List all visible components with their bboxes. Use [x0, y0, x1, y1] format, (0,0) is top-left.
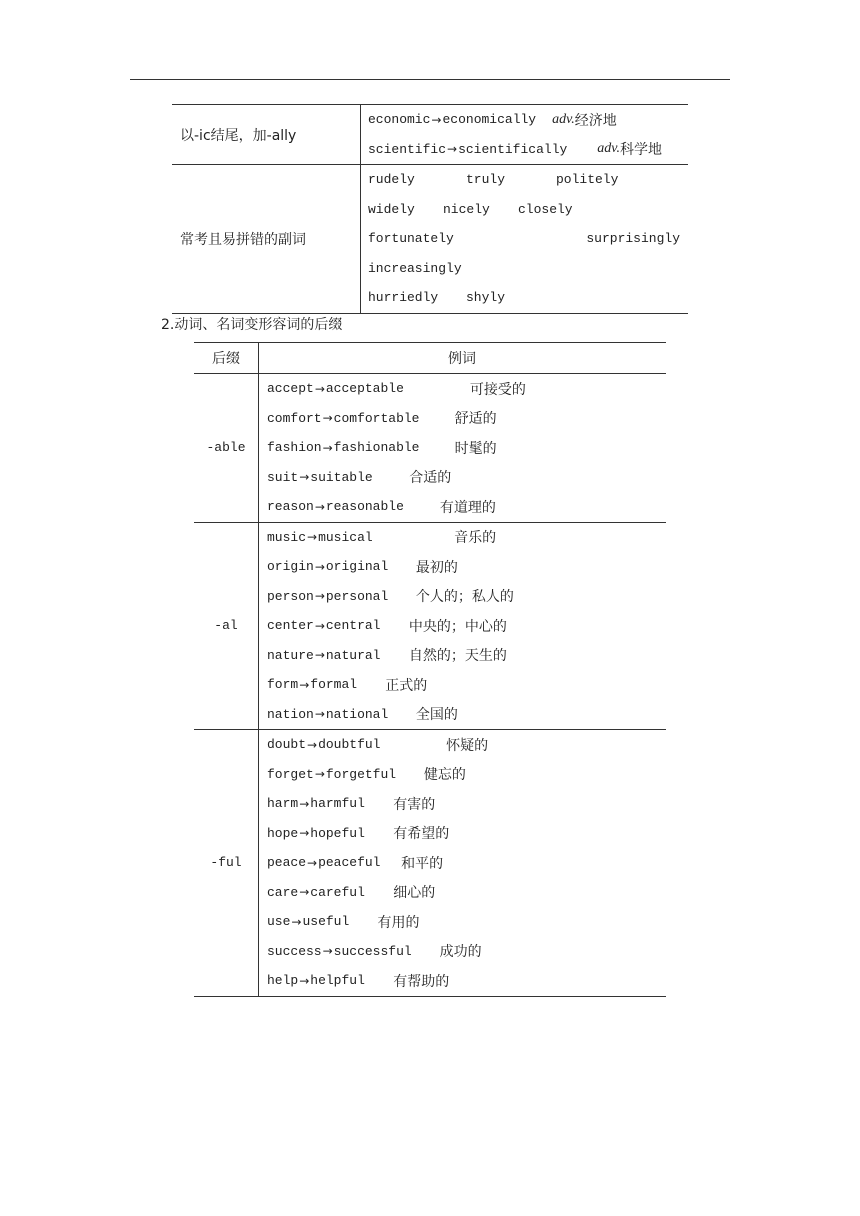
word-meaning: 中央的；中心的	[408, 618, 507, 635]
word-meaning: 舒适的	[454, 411, 497, 428]
arrow-icon: →	[322, 944, 333, 959]
word-derived: personal	[325, 588, 389, 604]
arrow-icon: →	[314, 767, 325, 782]
list-item	[267, 907, 666, 937]
word-base: help	[267, 973, 299, 989]
word-base: accept	[267, 381, 314, 397]
word-derived: formal	[310, 677, 358, 693]
word-meaning: 最初的	[415, 559, 458, 576]
arrow-icon: →	[314, 618, 325, 633]
word-derived: helpful	[310, 973, 365, 989]
word-base: music	[267, 529, 307, 545]
word-derived: comfortable	[333, 410, 420, 426]
word-meaning: 全国的	[415, 707, 458, 724]
arrow-icon: →	[299, 885, 310, 900]
adverb-word: rudely	[368, 172, 415, 188]
arrow-icon: →	[322, 411, 333, 426]
word-meaning: 怀疑的	[446, 737, 489, 754]
adverb-word: increasingly	[368, 260, 462, 276]
arrow-icon: →	[299, 677, 310, 692]
adverb-word: nicely	[443, 201, 490, 217]
list-item	[267, 789, 666, 819]
list-item	[267, 878, 666, 908]
word-meaning: 细心的	[393, 885, 436, 902]
word-base: reason	[267, 499, 314, 515]
adverb-word: closely	[518, 201, 573, 217]
list-item	[267, 641, 666, 671]
suffix-table	[194, 342, 666, 997]
list-item	[267, 433, 666, 463]
table-row-common-adverbs	[172, 164, 688, 314]
arrow-icon: →	[314, 707, 325, 722]
table-header	[194, 342, 666, 374]
header-examples: 例词	[448, 351, 476, 367]
word-derived: central	[325, 618, 381, 634]
row-label: 常考且易拼错的副词	[180, 232, 306, 248]
adverb-word: politely	[556, 172, 619, 188]
word-base: care	[267, 884, 299, 900]
example-line	[368, 105, 688, 135]
word-meaning: 有帮助的	[393, 973, 450, 990]
word-derived: musical	[318, 529, 373, 545]
list-item	[267, 552, 666, 582]
list-item	[267, 700, 666, 730]
arrow-icon: →	[307, 737, 318, 752]
word-base: origin	[267, 559, 314, 575]
arrow-icon: →	[322, 440, 333, 455]
suffix-label: -al	[214, 618, 238, 634]
word-base: use	[267, 914, 291, 930]
list-item	[267, 374, 666, 404]
adverb-word: hurriedly	[368, 290, 439, 306]
word-derived: scientifically	[458, 141, 568, 157]
word-meaning: 时髦的	[454, 440, 497, 457]
arrow-icon: →	[447, 142, 458, 157]
list-item	[267, 966, 666, 996]
word-derived: peaceful	[318, 855, 381, 871]
word-base: nature	[267, 647, 314, 663]
word-meaning: 有希望的	[393, 826, 450, 843]
row-label: 以-ic结尾，加-ally	[180, 127, 297, 144]
arrow-icon: →	[291, 914, 302, 929]
word-derived: reasonable	[325, 499, 404, 515]
word-meaning: 有害的	[393, 796, 436, 813]
word-derived: doubtful	[318, 737, 381, 753]
part-of-speech: adv.	[552, 111, 575, 127]
list-item	[267, 611, 666, 641]
word-meaning: 和平的	[401, 855, 444, 872]
list-item	[267, 463, 666, 493]
word-derived: fashionable	[333, 440, 420, 456]
word-meaning: 可接受的	[469, 381, 526, 398]
word-meaning: 音乐的	[454, 530, 497, 547]
word-base: success	[267, 943, 322, 959]
example-line	[368, 135, 688, 165]
adverb-word: surprisingly	[586, 231, 680, 247]
row-examples	[368, 165, 688, 313]
arrow-icon: →	[307, 855, 318, 870]
word-base: economic	[368, 112, 431, 128]
arrow-icon: →	[307, 530, 318, 545]
list-item	[267, 670, 666, 700]
list-item	[267, 404, 666, 434]
word-derived: successful	[333, 943, 412, 959]
word-derived: harmful	[310, 796, 365, 812]
word-derived: hopeful	[310, 825, 365, 841]
word-meaning: 科学地	[619, 142, 662, 159]
word-derived: acceptable	[325, 381, 404, 397]
arrow-icon: →	[314, 499, 325, 514]
example-line	[368, 254, 688, 284]
page-header-rule	[130, 79, 730, 80]
example-line	[368, 195, 688, 225]
word-derived: national	[325, 706, 389, 722]
word-meaning: 成功的	[439, 944, 482, 961]
list-item	[267, 819, 666, 849]
word-base: peace	[267, 855, 307, 871]
arrow-icon: →	[314, 381, 325, 396]
word-derived: forgetful	[325, 766, 397, 782]
list-item	[267, 730, 666, 760]
row-examples	[368, 105, 688, 164]
suffix-group-ful	[194, 730, 666, 997]
example-line	[368, 224, 680, 254]
list-item	[267, 492, 666, 522]
word-base: doubt	[267, 737, 307, 753]
word-derived: economically	[442, 112, 537, 128]
suffix-group-able	[194, 374, 666, 523]
adverb-word: widely	[368, 201, 415, 217]
word-base: suit	[267, 469, 299, 485]
arrow-icon: →	[314, 559, 325, 574]
section-title: 2.动词、名词变形容词的后缀	[161, 317, 343, 333]
word-derived: suitable	[310, 469, 373, 485]
word-meaning: 自然的；天生的	[408, 648, 507, 665]
arrow-icon: →	[314, 648, 325, 663]
list-item	[267, 937, 666, 967]
word-derived: useful	[302, 914, 350, 930]
arrow-icon: →	[299, 973, 310, 988]
word-base: center	[267, 618, 314, 634]
word-meaning: 有道理的	[439, 499, 496, 516]
word-meaning: 合适的	[409, 470, 452, 487]
word-base: fashion	[267, 440, 322, 456]
suffix-label: -ful	[210, 855, 242, 871]
word-meaning: 有用的	[377, 914, 420, 931]
word-meaning: 个人的；私人的	[415, 589, 514, 606]
word-base: person	[267, 588, 314, 604]
example-line	[368, 283, 688, 313]
suffix-group-al	[194, 523, 666, 731]
word-base: hope	[267, 825, 299, 841]
word-base: form	[267, 677, 299, 693]
list-item	[267, 848, 666, 878]
word-meaning: 经济地	[574, 112, 617, 129]
arrow-icon: →	[314, 589, 325, 604]
arrow-icon: →	[299, 826, 310, 841]
list-item	[267, 523, 666, 553]
table-row-ic-ally	[172, 104, 688, 164]
header-suffix: 后缀	[212, 351, 240, 367]
word-derived: careful	[310, 884, 365, 900]
adverb-word: fortunately	[368, 231, 454, 247]
arrow-icon: →	[431, 112, 442, 127]
arrow-icon: →	[299, 470, 310, 485]
word-meaning: 正式的	[385, 677, 428, 694]
word-base: comfort	[267, 410, 322, 426]
word-base: nation	[267, 706, 314, 722]
list-item	[267, 582, 666, 612]
list-item	[267, 760, 666, 790]
suffix-label: -able	[206, 440, 246, 456]
adverb-word: shyly	[466, 290, 506, 306]
word-derived: original	[325, 559, 389, 575]
word-base: scientific	[368, 141, 447, 157]
example-line	[368, 165, 688, 195]
word-meaning: 健忘的	[423, 767, 466, 784]
adverb-word: truly	[466, 172, 506, 188]
word-base: forget	[267, 766, 314, 782]
part-of-speech: adv.	[597, 141, 620, 157]
arrow-icon: →	[299, 796, 310, 811]
adverb-table	[172, 104, 688, 314]
word-derived: natural	[325, 647, 381, 663]
word-base: harm	[267, 796, 299, 812]
